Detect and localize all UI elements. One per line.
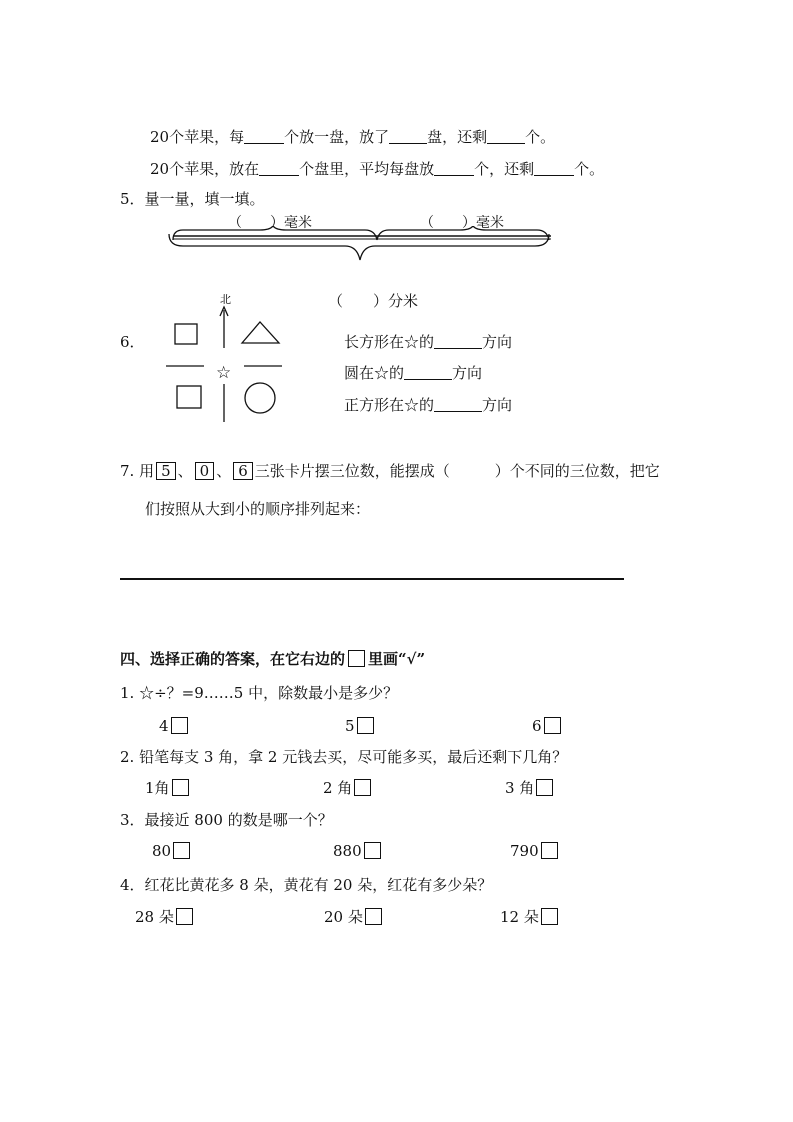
- label-left-mm: （ ）毫米: [228, 215, 312, 231]
- answer-checkbox[interactable]: [171, 717, 188, 734]
- rectangle-shape: [175, 324, 197, 344]
- s4-q3-option-c: 790: [510, 842, 558, 860]
- s4-q4-option-b: 20 朵: [324, 908, 382, 926]
- label-total-dm: （ ）分米: [328, 292, 419, 310]
- checkbox-icon: [348, 650, 365, 667]
- measure-braces-diagram: [165, 226, 555, 262]
- s4-question-1: 1. ☆÷？=9……5 中，除数最小是多少？: [120, 684, 399, 702]
- answer-blank[interactable]: [434, 334, 482, 349]
- q7-line2: 们按照从大到小的顺序排列起来：: [145, 500, 371, 518]
- s4-question-4: 4．红花比黄花多 8 朵，黄花有 20 朵，红花有多少朵？: [120, 876, 493, 894]
- answer-line[interactable]: [120, 578, 624, 580]
- answer-checkbox[interactable]: [541, 842, 558, 859]
- q6-line3: 正方形在☆的 方向: [344, 396, 513, 414]
- answer-checkbox[interactable]: [364, 842, 381, 859]
- brace-right-segment: [377, 226, 549, 240]
- answer-blank[interactable]: [389, 129, 427, 144]
- answer-checkbox[interactable]: [357, 717, 374, 734]
- q5-title: 5．量一量，填一填。: [120, 190, 265, 208]
- s4-q1-option-b: 5: [345, 717, 374, 735]
- s4-q4-option-c: 12 朵: [500, 908, 558, 926]
- answer-checkbox[interactable]: [541, 908, 558, 925]
- card-6: 6: [233, 462, 253, 480]
- s4-q3-option-a: 80: [152, 842, 190, 860]
- answer-checkbox[interactable]: [172, 779, 189, 796]
- s4-q2-option-c: 3 角: [505, 779, 553, 797]
- answer-checkbox[interactable]: [176, 908, 193, 925]
- q6-line1: 长方形在☆的 方向: [344, 333, 513, 351]
- label-right-mm: （ ）毫米: [420, 215, 504, 231]
- card-5: 5: [156, 462, 176, 480]
- section4-heading: 四、选择正确的答案，在它右边的 里画“√”: [120, 650, 426, 668]
- triangle-shape: [242, 322, 279, 343]
- q4-line1: 20个苹果，每 个放一盘，放了 盘，还剩 个。: [150, 128, 556, 146]
- s4-q2-option-a: 1角: [145, 779, 189, 797]
- circle-shape: [245, 383, 275, 413]
- answer-blank[interactable]: [534, 161, 574, 176]
- s4-q4-option-a: 28 朵: [135, 908, 193, 926]
- q7-line1: 7. 用 5 、 0 、 6 三张卡片摆三位数，能摆成（ ）个不同的三位数，把它: [120, 462, 660, 480]
- brace-left-segment: [173, 226, 377, 240]
- star-icon: ☆: [216, 363, 232, 383]
- answer-checkbox[interactable]: [544, 717, 561, 734]
- answer-blank[interactable]: [404, 365, 452, 380]
- answer-blank[interactable]: [259, 161, 299, 176]
- answer-checkbox[interactable]: [365, 908, 382, 925]
- card-0: 0: [195, 462, 215, 480]
- q6-line2: 圆在☆的 方向: [344, 364, 483, 382]
- s4-q2-option-b: 2 角: [323, 779, 371, 797]
- s4-question-3: 3．最接近 800 的数是哪一个？: [120, 811, 333, 829]
- answer-blank[interactable]: [434, 397, 482, 412]
- q6-number: 6．: [120, 333, 145, 351]
- answer-checkbox[interactable]: [536, 779, 553, 796]
- answer-checkbox[interactable]: [173, 842, 190, 859]
- brace-total: [169, 234, 549, 260]
- s4-q3-option-b: 880: [333, 842, 381, 860]
- direction-diagram: [160, 288, 290, 428]
- s4-question-2: 2. 铅笔每支 3 角，拿 2 元钱去买，尽可能多买，最后还剩下几角？: [120, 748, 568, 766]
- s4-q1-option-c: 6: [532, 717, 561, 735]
- answer-blank[interactable]: [434, 161, 474, 176]
- answer-checkbox[interactable]: [354, 779, 371, 796]
- answer-blank[interactable]: [244, 129, 284, 144]
- north-label: 北: [220, 293, 231, 306]
- square-shape: [177, 386, 201, 408]
- q4-line2: 20个苹果，放在 个盘里，平均每盘放 个，还剩 个。: [150, 160, 605, 178]
- answer-blank[interactable]: [487, 129, 525, 144]
- s4-q1-option-a: 4: [159, 717, 188, 735]
